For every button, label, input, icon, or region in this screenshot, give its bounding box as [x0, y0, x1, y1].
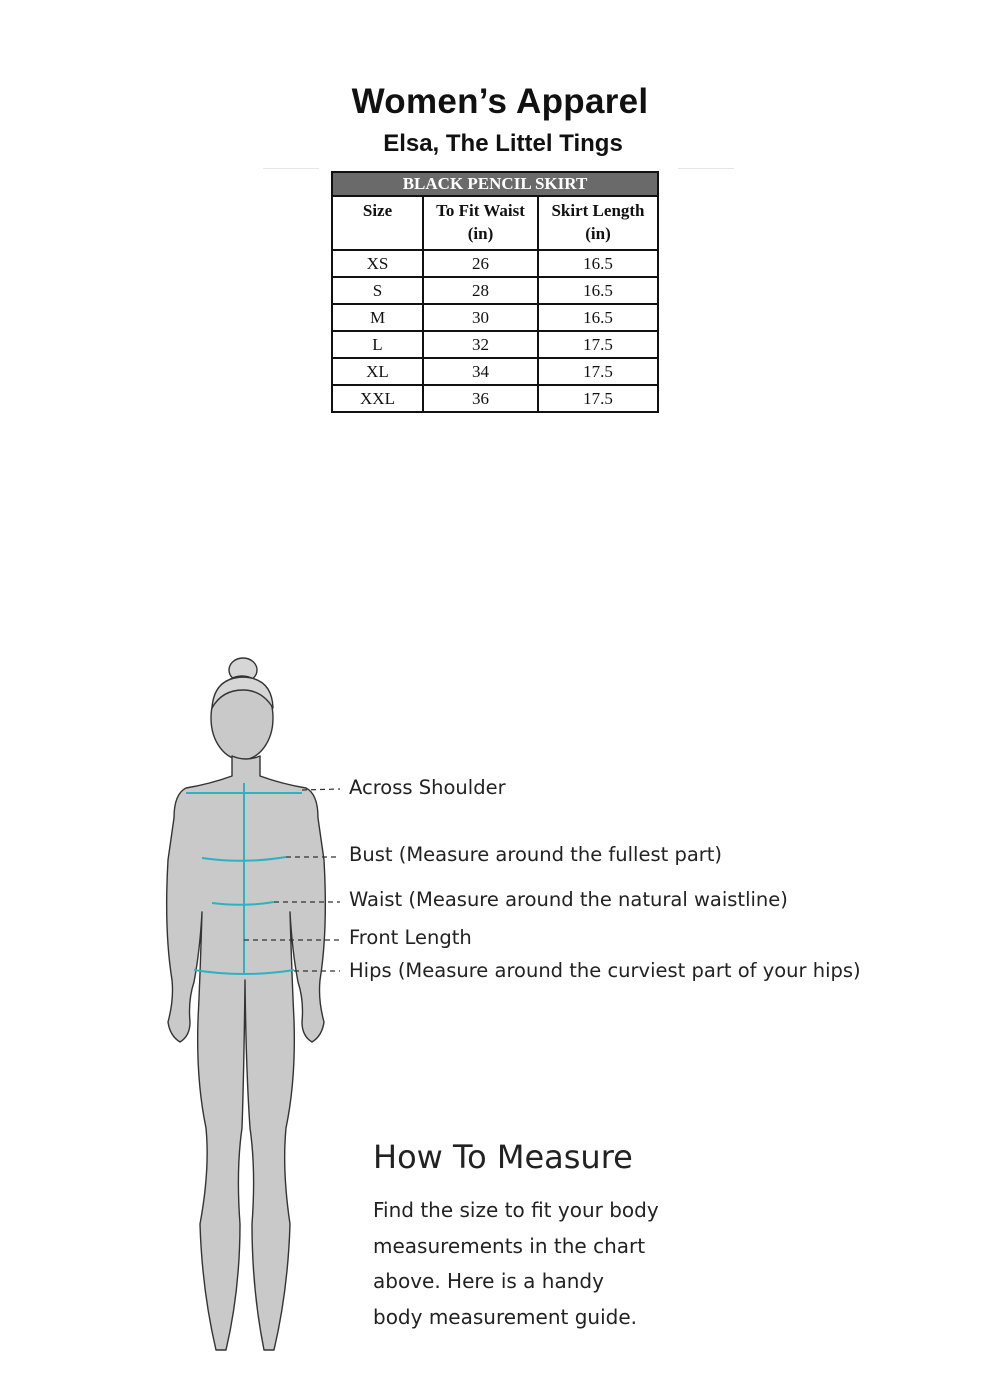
size-chart-table: [331, 171, 659, 413]
table-row: [332, 331, 658, 358]
how-to-measure-heading: How To Measure: [373, 1138, 633, 1176]
divider-left: [263, 168, 319, 169]
table-row: [332, 277, 658, 304]
how-to-measure-text: Find the size to fit your body measurements in the chart above. Here is a handy body measurement guide.: [373, 1198, 659, 1329]
label-across-shoulder: Across Shoulder: [349, 776, 506, 799]
size-cell: S: [332, 277, 423, 304]
length-cell: 17.5: [538, 358, 658, 385]
product-name: BLACK PENCIL SKIRT: [332, 172, 658, 196]
size-cell: XL: [332, 358, 423, 385]
column-header-length: Skirt Length (in): [538, 196, 658, 250]
length-cell: 17.5: [538, 385, 658, 412]
waist-cell: 30: [423, 304, 538, 331]
divider-right: [678, 168, 734, 169]
waist-cell: 28: [423, 277, 538, 304]
size-cell: M: [332, 304, 423, 331]
size-cell: L: [332, 331, 423, 358]
waist-cell: 32: [423, 331, 538, 358]
label-front-length: Front Length: [349, 926, 472, 949]
body-silhouette: [167, 756, 326, 1350]
length-cell: 17.5: [538, 331, 658, 358]
table-row: [332, 250, 658, 277]
table-row: [332, 385, 658, 412]
table-row: [332, 358, 658, 385]
page-subtitle: Elsa, The Littel Tings: [383, 130, 623, 157]
length-cell: 16.5: [538, 304, 658, 331]
waist-cell: 36: [423, 385, 538, 412]
length-cell: 16.5: [538, 277, 658, 304]
table-row: [332, 304, 658, 331]
waist-cell: 26: [423, 250, 538, 277]
size-cell: XS: [332, 250, 423, 277]
page-title: Women’s Apparel: [351, 82, 649, 121]
body-figure-illustration: [150, 650, 350, 1360]
column-header-waist: To Fit Waist (in): [423, 196, 538, 250]
length-cell: 16.5: [538, 250, 658, 277]
waist-cell: 34: [423, 358, 538, 385]
column-header-size: Size: [332, 196, 423, 250]
label-bust: Bust (Measure around the fullest part): [349, 843, 723, 866]
size-cell: XXL: [332, 385, 423, 412]
label-waist: Waist (Measure around the natural waistline): [349, 888, 788, 911]
label-hips: Hips (Measure around the curviest part of your hips): [349, 959, 861, 982]
